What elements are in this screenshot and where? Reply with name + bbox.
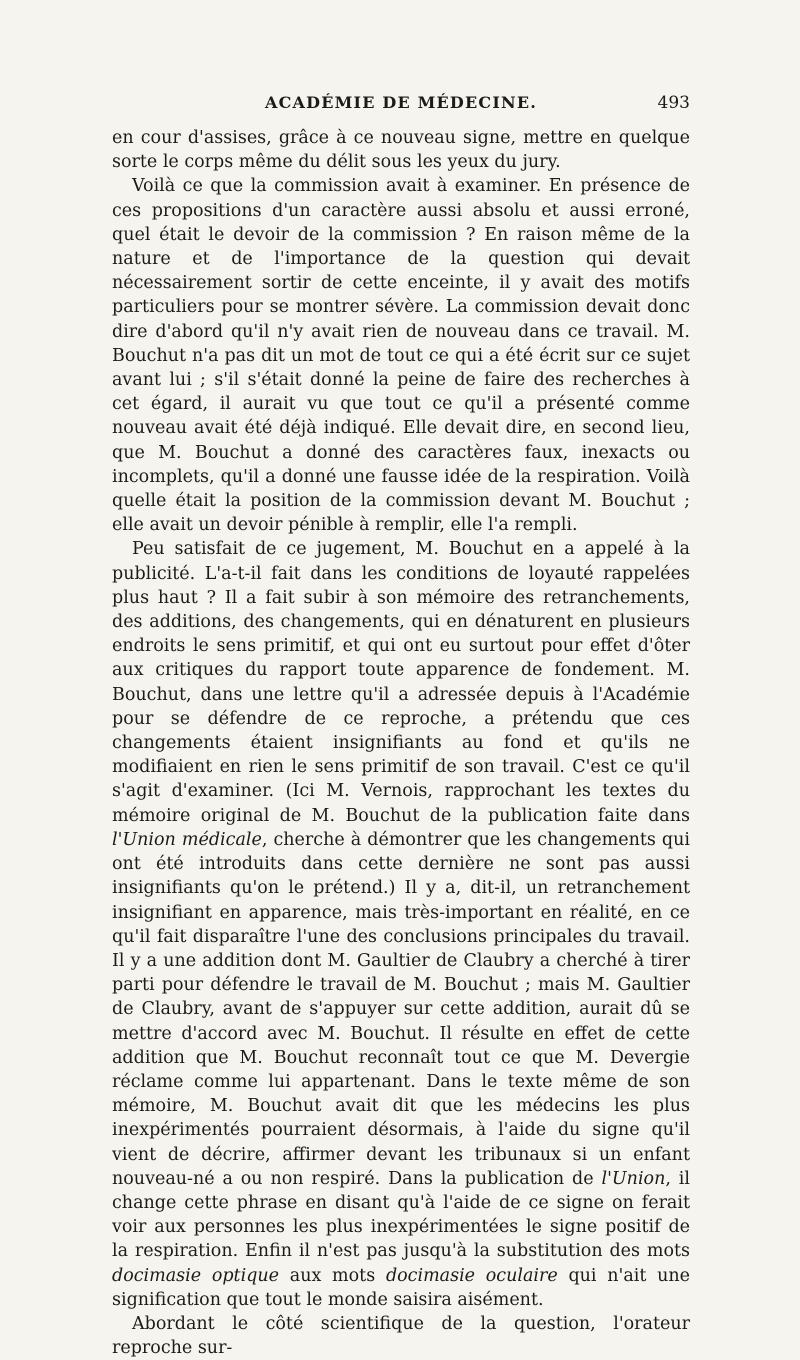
paragraph-text: Peu satisfait de ce jugement, M. Bouchut en a appelé à la publicité. L'a-t-il fait dans les conditions de loyauté rappelées plus haut ? Il a fait subir à son mémoire des retranchements, des additions, des changements, qui en dénaturent en plusieurs endroits le sens primitif, et qui ont eu surtout pour effet d'ôter aux critiques du rapport toute apparence de fondement. M. Bouchut, dans une lettre qu'il a adressée depuis à l'Académie pour se défendre de ce reproche, a prétendu que ces changements étaient insignifiants au fond et qu'ils ne modifiaient en rien le sens primitif de son travail. C'est ce qu'il s'agit d'examiner. (Ici M. Vernois, rapprochant les textes du mémoire original de M. Bouchut de la publication faite dans xyxy=(112,539,690,826)
paragraph-publicity xyxy=(112,537,690,1312)
emphasis-text: l'Union médicale xyxy=(112,829,262,850)
paragraph-text: , il change cette phrase en disant qu'à l'aide de ce signe on ferait voir aux personnes les plus inexpérimentées le signe positif de la respiration. Enfin il n'est pas jusqu'à la substitution des mots xyxy=(112,1168,691,1262)
running-header xyxy=(112,93,690,119)
emphasis-text: docimasie oculaire xyxy=(385,1265,558,1286)
paragraph-commission: Voilà ce que la commission avait à examiner. En présence de ces propositions d'un caractère aussi absolu et aussi erroné, quel était le devoir de la commission ? En raison même de la nature et de l'importance de la question qui devait nécessairement sortir de cette enceinte, il y avait des motifs particuliers pour se montrer sévère. La commission devait donc dire d'abord qu'il n'y avait rien de nouveau dans ce travail. M. Bouchut n'a pas dit un mot de tout ce qui a été écrit sur ce sujet avant lui ; s'il s'était donné la peine de faire des recherches à cet égard, il aurait vu que tout ce qu'il a présenté comme nouveau avait été déjà indiqué. Elle devait dire, en second lieu, que M. Bouchut a donné des caractères faux, inexacts ou incomplets, qu'il a donné une fausse idée de la respiration. Voilà quelle était la position de la commission devant M. Bouchut ; elle avait un devoir pénible à remplir, elle l'a rempli. xyxy=(112,176,690,536)
paragraph-text: , cherche à démontrer que les changements qui ont été introduits dans cette dernière ne sont pas aussi insignifiants qu'on le prétend.) Il y a, dit-il, un retranchement insignifiant en apparence, mais très-important en réalité, en ce qu'il fait disparaître l'une des conclusions principales du travail. Il y a une addition dont M. Gaultier de Claubry a cherché à tirer parti pour défendre le travail de M. Bouchut ; mais M. Gaultier de Claubry, avant de s'appuyer sur cette addition, aurait dû se mettre d'accord avec M. Bouchut. Il résulte en effet de cette addition que M. Bouchut reconnaît tout ce que M. Devergie réclame comme lui appartenant. Dans le texte même de son mémoire, M. Bouchut avait dit que les médecins les plus inexpérimentés pourraient désormais, à l'aide du signe qu'il vient de décrire, affirmer devant les tribunaux si un enfant nouveau-né a ou non respiré. Dans la publication de xyxy=(112,829,690,1189)
page-number: 493 xyxy=(657,93,690,113)
paragraph-scientific: Abordant le côté scientifique de la question, l'orateur reproche sur- xyxy=(112,1313,690,1359)
emphasis-text: docimasie optique xyxy=(112,1265,280,1286)
paragraph-text: aux mots xyxy=(279,1265,386,1286)
paragraph-text: qui n'ait une signification que tout le monde saisira aisément. xyxy=(112,1265,691,1310)
body-text xyxy=(112,126,690,1360)
paragraph-continuation: en cour d'assises, grâce à ce nouveau signe, mettre en quelque sorte le corps même du délit sous les yeux du jury. xyxy=(112,128,690,173)
emphasis-text: l'Union xyxy=(601,1168,666,1189)
running-title: ACADÉMIE DE MÉDECINE. xyxy=(264,93,538,112)
